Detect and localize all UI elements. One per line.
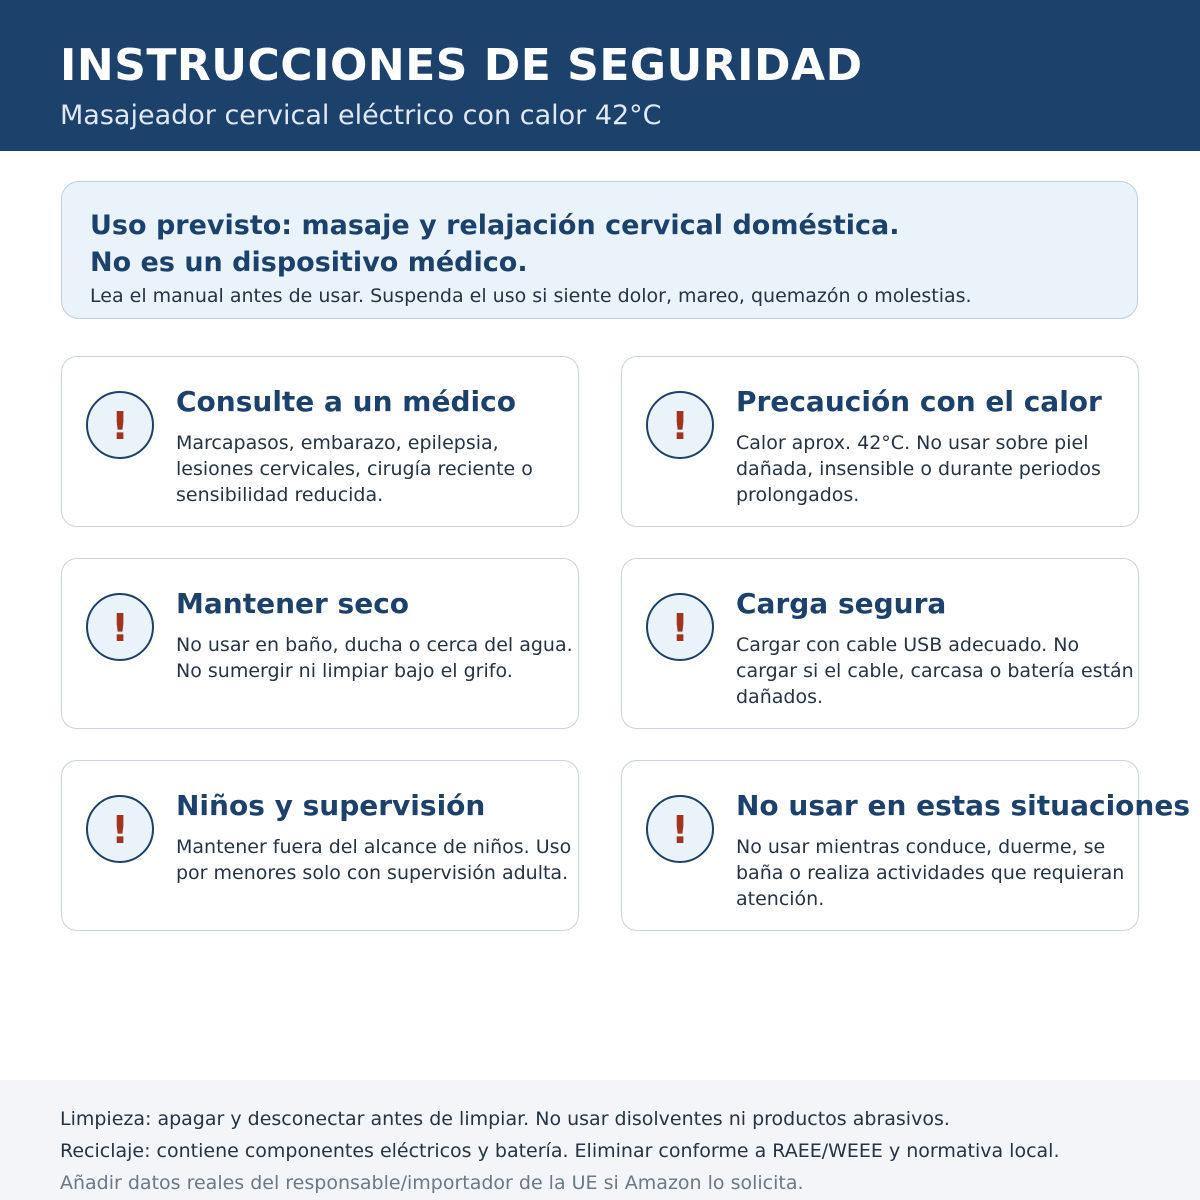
card-title: Niños y supervisión [176,789,486,822]
card-keep-dry [61,558,579,729]
page-subtitle: Masajeador cervical eléctrico con calor 42°C [60,100,662,131]
card-body: Cargar con cable USB adecuado. No cargar si el cable, carcasa o batería están dañados. [736,634,1134,708]
header-banner [0,0,1200,151]
notice-line-1: Uso previsto: masaje y relajación cervical doméstica. [90,210,900,241]
card-title: Precaución con el calor [736,385,1102,418]
exclamation-icon: ! [646,391,714,459]
footer-recycling: Reciclaje: contiene componentes eléctricos y batería. Eliminar conforme a RAEE/WEEE y normativa local. [60,1140,1060,1162]
card-title: Consulte a un médico [176,385,516,418]
card-body: No usar mientras conduce, duerme, se baña o realiza actividades que requieran atención. [736,836,1125,910]
card-title: Mantener seco [176,587,410,620]
intended-use-notice [61,181,1138,319]
card-title: Carga segura [736,587,947,620]
card-body: Marcapasos, embarazo, epilepsia, lesiones cervicales, cirugía reciente o sensibilidad reducida. [176,432,533,506]
exclamation-icon: ! [86,391,154,459]
notice-detail: Lea el manual antes de usar. Suspenda el uso si siente dolor, mareo, quemazón o molestias. [90,285,972,307]
footer-note: Añadir datos reales del responsable/importador de la UE si Amazon lo solicita. [60,1172,804,1194]
card-title: No usar en estas situaciones [736,789,1190,822]
exclamation-icon: ! [86,795,154,863]
card-do-not-use-situations [621,760,1190,931]
footer-cleaning: Limpieza: apagar y desconectar antes de limpiar. No usar disolventes ni productos abrasivos. [60,1108,950,1130]
card-body: No usar en baño, ducha o cerca del agua. No sumergir ni limpiar bajo el grifo. [176,634,573,682]
card-body: Mantener fuera del alcance de niños. Uso por menores solo con supervisión adulta. [176,836,572,884]
card-consult-doctor [61,356,579,527]
exclamation-icon: ! [646,795,714,863]
page-title: INSTRUCCIONES DE SEGURIDAD [60,40,863,91]
notice-line-2: No es un dispositivo médico. [90,247,528,278]
card-safe-charging [621,558,1139,729]
card-children-supervision [61,760,579,931]
card-body: Calor aprox. 42°C. No usar sobre piel dañada, insensible o durante periodos prolongados. [736,432,1101,506]
exclamation-icon: ! [86,593,154,661]
exclamation-icon: ! [646,593,714,661]
footer [0,1080,1200,1200]
card-heat-caution [621,356,1139,527]
